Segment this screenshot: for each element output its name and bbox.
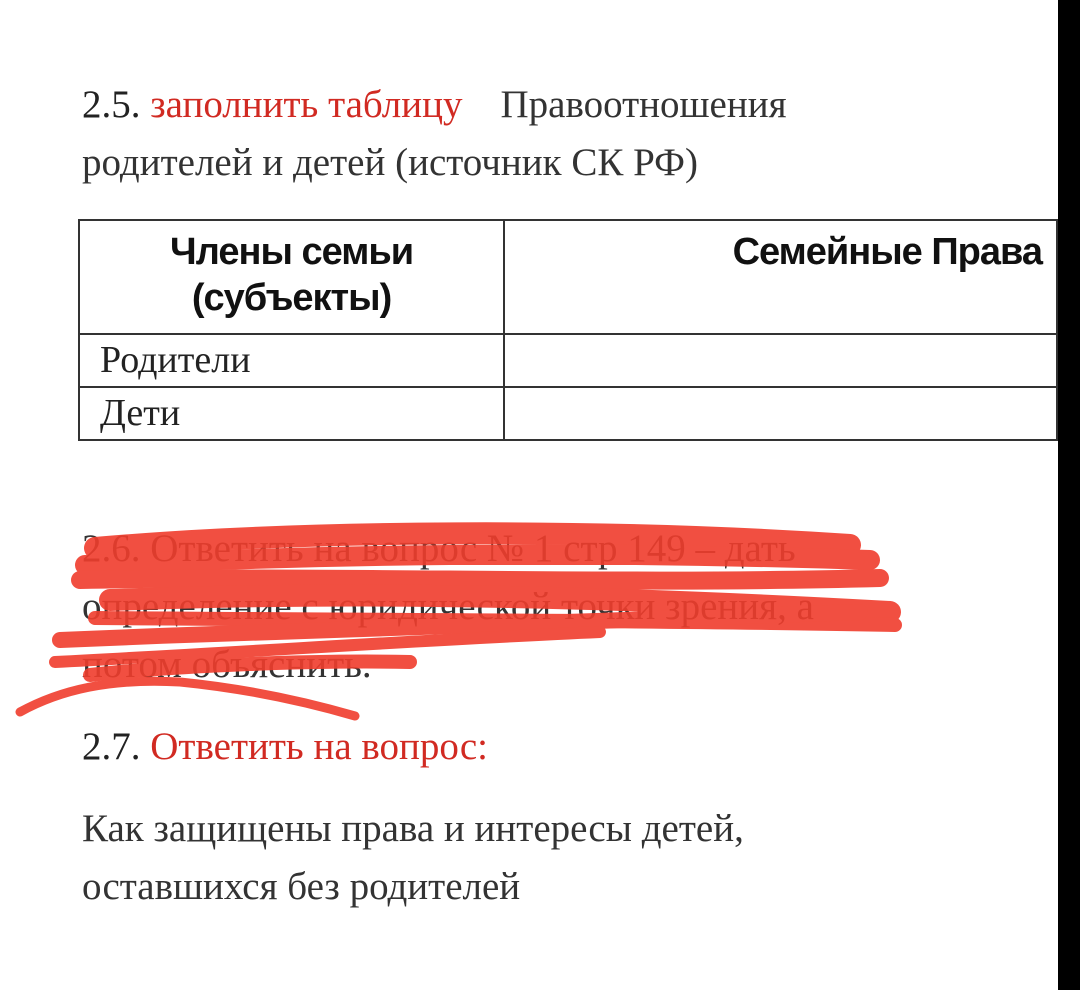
screen-edge xyxy=(1058,0,1080,990)
task-2-7-question-line1: Как защищены права и интересы детей, xyxy=(82,807,744,850)
header-family-members-line1: Члены семьи xyxy=(170,231,414,273)
task-2-7-instruction: Ответить на вопрос: xyxy=(150,725,489,768)
task-2-6-line1: 2.6. Ответить на вопрос № 1 стр 149 – дать xyxy=(82,527,796,570)
task-2-5-instruction: заполнить таблицу xyxy=(150,83,463,126)
task-2-5-title-line2: родителей и детей (источник СК РФ) xyxy=(82,141,698,184)
task-2-5-title-line1: Правоотношения xyxy=(500,83,787,126)
task-2-7-question-line2: оставшихся без родителей xyxy=(82,865,521,908)
header-family-rights: Семейные Права xyxy=(504,220,1057,334)
task-2-7-number: 2.7. xyxy=(82,725,141,768)
task-2-6-line3: потом объяснить. xyxy=(82,643,372,686)
member-label: Дети xyxy=(100,392,181,434)
task-2-6-line2: определение с юридической точки зрения, а xyxy=(82,585,814,628)
member-label: Родители xyxy=(100,339,251,381)
task-2-7-question xyxy=(82,800,744,916)
task-2-5-number: 2.5. xyxy=(82,83,141,126)
header-family-members-line2: (субъекты) xyxy=(191,277,392,319)
task-2-7 xyxy=(82,718,488,776)
